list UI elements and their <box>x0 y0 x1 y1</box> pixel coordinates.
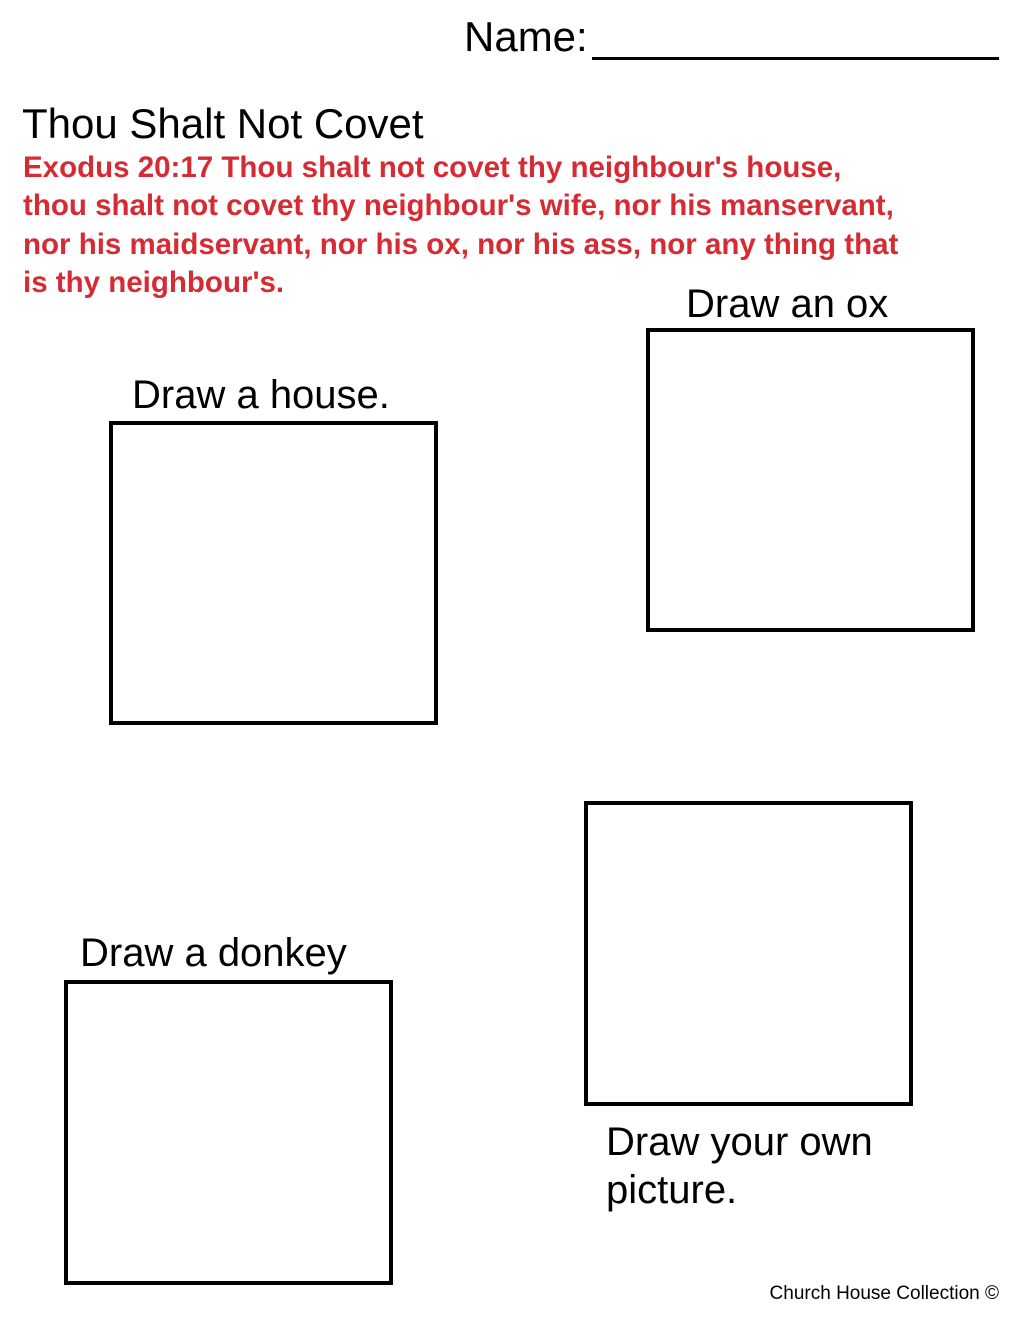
verse-line: is thy neighbour's. <box>23 265 285 299</box>
draw-own-label-line: picture. <box>606 1168 738 1212</box>
draw-donkey-box[interactable] <box>64 980 393 1285</box>
draw-house-label: Draw a house. <box>132 373 390 417</box>
draw-own-label <box>606 1118 873 1214</box>
verse-line: thou shalt not covet thy neighbour's wife, nor his manservant, <box>23 189 894 223</box>
draw-own-label-line: Draw your own <box>606 1120 873 1164</box>
draw-own-box[interactable] <box>584 801 913 1106</box>
name-write-line[interactable] <box>592 57 999 60</box>
verse-line: Exodus 20:17 Thou shalt not covet thy neighbour's house, <box>23 151 842 184</box>
copyright-footer: Church House Collection © <box>769 1283 999 1304</box>
name-label: Name: <box>464 13 588 60</box>
verse-line: nor his maidservant, nor his ox, nor his ass, nor any thing that <box>23 227 899 261</box>
draw-donkey-label: Draw a donkey <box>80 931 347 975</box>
page-title: Thou Shalt Not Covet <box>22 100 424 147</box>
draw-ox-box[interactable] <box>646 328 975 632</box>
draw-ox-label: Draw an ox <box>686 282 889 326</box>
draw-house-box[interactable] <box>109 421 438 725</box>
